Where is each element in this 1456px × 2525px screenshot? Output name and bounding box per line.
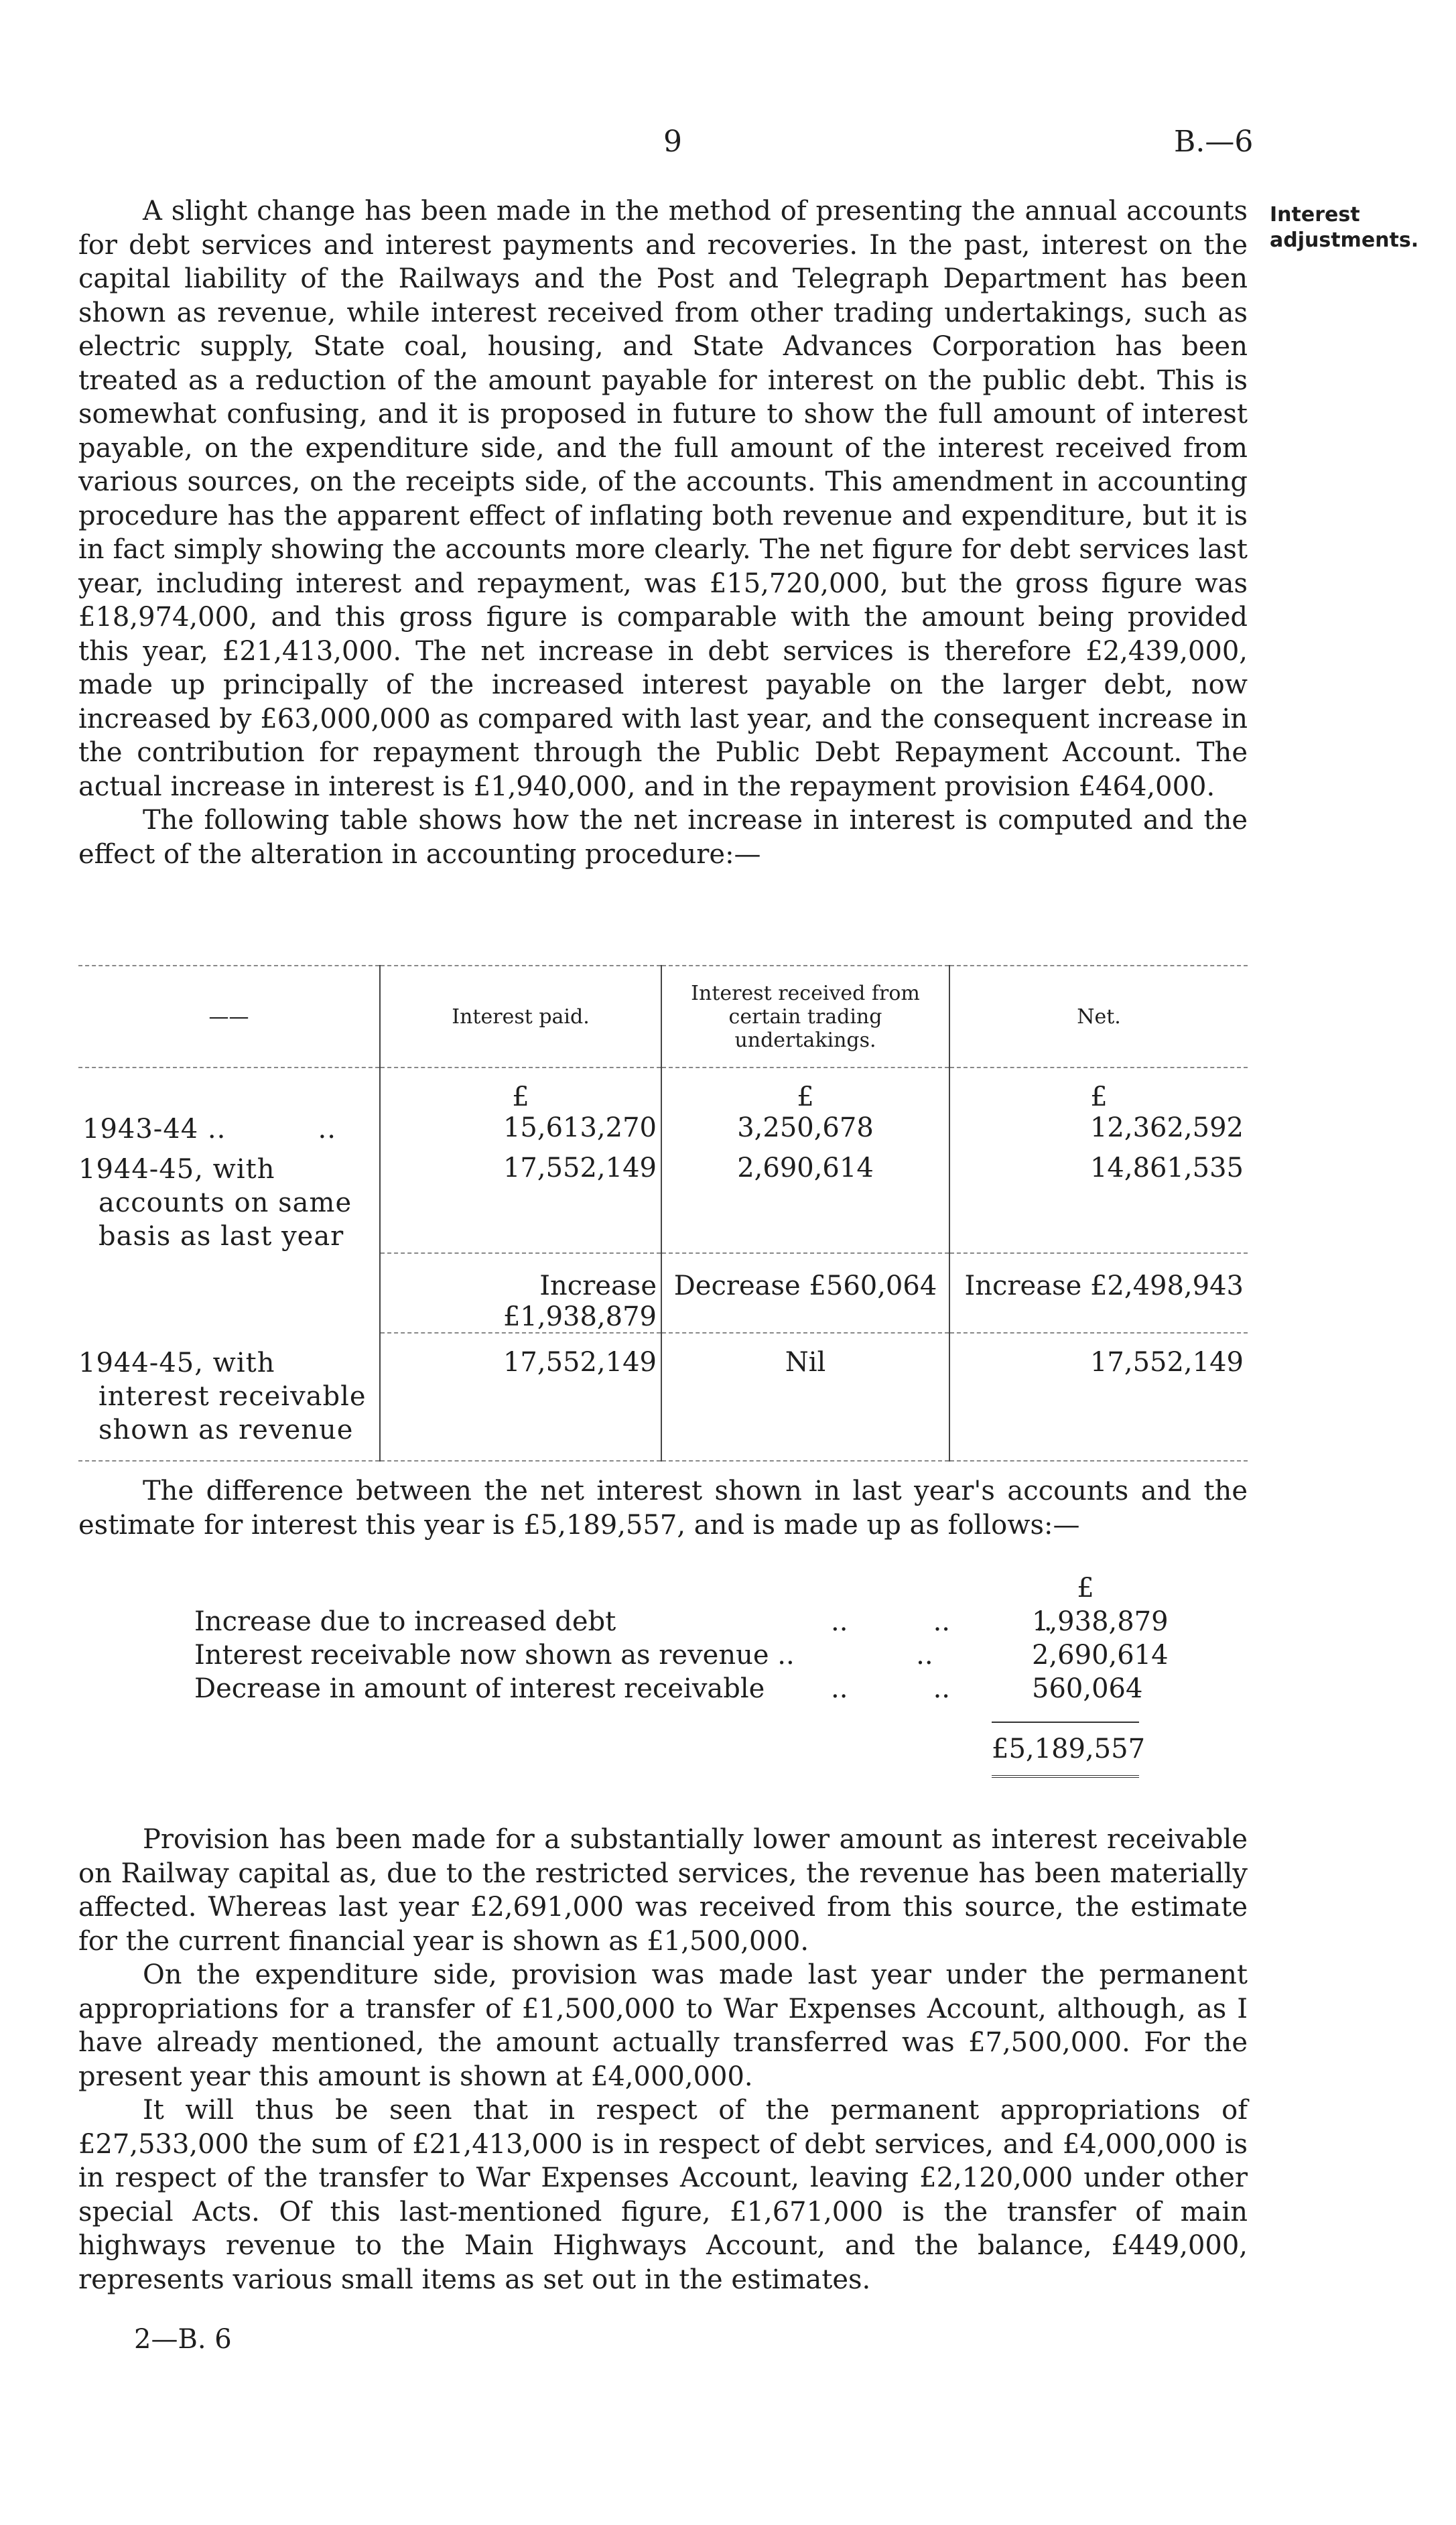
- summary-amount: 2,690,614: [1032, 1640, 1169, 1671]
- table-header-row: [78, 966, 1248, 1067]
- cell-paid: 17,552,149: [380, 1153, 661, 1253]
- cell-received: 3,250,678: [661, 1112, 949, 1153]
- cell-received: 2,690,614: [661, 1153, 949, 1253]
- paragraph: The following table shows how the net increase in interest is computed and the effect of the alteration in accounting procedure:—: [78, 805, 1248, 870]
- currency-row: [78, 1067, 1248, 1112]
- table-row: [78, 1112, 1248, 1153]
- summary-item: [194, 1638, 1169, 1672]
- paragraph: It will thus be seen that in respect of the permanent appropriations of £27,533,000 the sum of £21,413,000 is in respect of debt services, and £4,000,000 is in respect of the transfer to War Expenses Account, leaving £2,120,000 under other special Acts. Of this last-mentioned figure, £1,671,000 is the transfer of main highways revenue to the Main Highways Account, and the balance, £449,000, represents various small items as set out in the estimates.: [78, 2095, 1248, 2295]
- cell-received: Nil: [661, 1333, 949, 1461]
- margin-note-line: adjustments.: [1270, 229, 1419, 252]
- header-label: ——: [78, 966, 380, 1067]
- summary-dots: ..: [831, 1640, 933, 1671]
- currency-blank: [78, 1067, 380, 1112]
- paragraph: A slight change has been made in the method of presenting the annual accounts for debt services and interest payments and recoveries. In the past, interest on the capital liability of the Railways and the Post and Telegraph Department has been shown as revenue, while interest received from other trading undertakings, such as electric supply, State coal, housing, and State Advances Corporation has been treated as a reduction of the amount payable for interest on the public debt. This is somewhat confusing, and it is proposed in future to show the full amount of interest payable, on the expenditure side, and the full amount of the interest received from various sources, on the receipts side, of the accounts. This amendment in accounting procedure has the apparent effect of inflating both revenue and expenditure, but it is in fact simply showing the accounts more clearly. The net figure for debt services last year, including interest and repayment, was £15,720,000, but the gross figure was £18,974,000, and this gross figure is comparable with the amount being provided this year, £21,413,000. The net increase in debt services is therefore £2,439,000, made up principally of the increased interest payable on the larger debt, now increased by £63,000,000 as compared with last year, and the consequent increase in the contribution for repayment through the Public Debt Repayment Account. The actual increase in interest is £1,940,000, and in the repayment provision £464,000.: [78, 196, 1248, 802]
- paragraph: Provision has been made for a substantially lower amount as interest receivable on Railway capital as, due to the restricted services, the revenue has been materially affected. Whereas last year £2,691,000 was received from this source, the estimate for the current financial year is shown as £1,500,000.: [78, 1824, 1248, 1957]
- paragraph: On the expenditure side, provision was made last year under the permanent appropriations for a transfer of £1,500,000 to War Expenses Account, although, as I have already mentioned, the amount actually transferred was £7,500,000. For the present year this amount is shown at £4,000,000.: [78, 1959, 1248, 2092]
- table-row: [78, 1153, 1248, 1253]
- header-net: Net.: [949, 966, 1248, 1067]
- change-row: [78, 1253, 1248, 1333]
- summary-total-row: [194, 1722, 1146, 1778]
- header-interest-received: Interest received from certain trading undertakings.: [661, 966, 949, 1067]
- interest-table: [78, 965, 1248, 1462]
- page-number: 9: [663, 125, 682, 159]
- summary-total: £5,189,557: [992, 1722, 1139, 1778]
- currency-symbol: £: [380, 1067, 661, 1112]
- summary-amount: 560,064: [1032, 1673, 1143, 1704]
- row-label: 1944-45, with accounts on same basis as last year: [78, 1154, 352, 1252]
- summary-dots: .. ..: [831, 1673, 951, 1704]
- summary-amount: 1,938,879: [1032, 1606, 1169, 1637]
- margin-note: [1270, 202, 1418, 253]
- summary-label: Interest receivable now shown as revenue ..: [194, 1640, 795, 1671]
- summary-item: [194, 1672, 1143, 1705]
- cell-net-change: Increase £2,498,943: [949, 1253, 1248, 1333]
- summary-item: [194, 1605, 1169, 1638]
- header-interest-paid: Interest paid.: [380, 966, 661, 1067]
- closing-text: [78, 1823, 1248, 2296]
- footer-signature: 2—B. 6: [134, 2324, 232, 2355]
- cell-received-change: Decrease £560,064: [661, 1253, 949, 1333]
- paragraph: The difference between the net interest shown in last year's accounts and the estimate for interest this year is £5,189,557, and is made up as follows:—: [78, 1476, 1248, 1541]
- currency-symbol: £: [661, 1067, 949, 1112]
- cell-paid: 17,552,149: [380, 1333, 661, 1461]
- document-reference: B.—6: [1174, 125, 1254, 159]
- table-row: [78, 1333, 1248, 1461]
- summary-label: Decrease in amount of interest receivable: [194, 1673, 765, 1704]
- summary-list: [194, 1571, 1169, 1778]
- cell-net: 17,552,149: [949, 1333, 1248, 1461]
- summary-currency: £: [1077, 1573, 1094, 1604]
- cell-net: 12,362,592: [949, 1112, 1248, 1153]
- summary-label: Increase due to increased debt: [194, 1606, 616, 1637]
- cell-paid-change: Increase £1,938,879: [380, 1253, 661, 1333]
- cell-net: 14,861,535: [949, 1153, 1248, 1253]
- cell-paid: 15,613,270: [380, 1112, 661, 1153]
- row-label: 1944-45, with interest receivable shown as revenue: [78, 1333, 380, 1461]
- mid-text: [78, 1474, 1248, 1542]
- row-label: 1943-44 .. ..: [82, 1114, 336, 1145]
- intro-text: [78, 194, 1248, 871]
- currency-symbol: £: [949, 1067, 1248, 1112]
- margin-note-line: Interest: [1270, 203, 1360, 226]
- summary-dots: .. .. ..: [831, 1606, 1053, 1637]
- summary-currency-row: [194, 1571, 1139, 1605]
